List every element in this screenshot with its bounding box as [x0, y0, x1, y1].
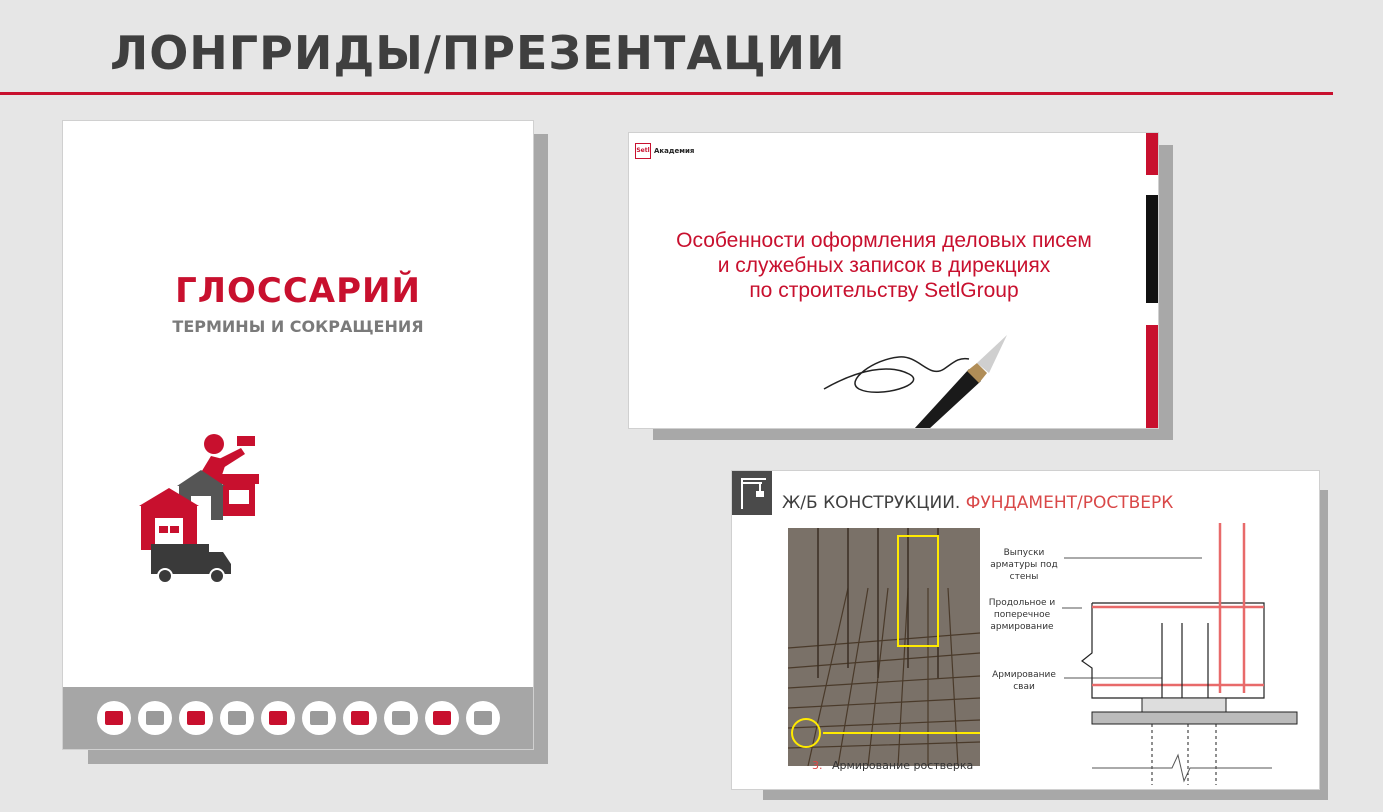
cart-icon — [425, 701, 459, 735]
black-bar — [1146, 195, 1158, 303]
container-icon — [261, 701, 295, 735]
glossary-icon-band — [63, 687, 533, 749]
red-bar-top — [1146, 133, 1158, 175]
red-warehouse-box-2 — [170, 526, 179, 533]
courier-icon — [179, 701, 213, 735]
glossary-title: ГЛОССАРИЙ — [175, 271, 421, 311]
pile-cap — [1142, 698, 1226, 712]
letters-title-line-2: и служебных записок в дирекциях — [717, 254, 1051, 277]
letters-presentation-thumbnail[interactable] — [628, 132, 1159, 429]
store-window — [229, 490, 249, 504]
academy-logo-text: Академия — [654, 147, 695, 155]
handshake-icon — [302, 701, 336, 735]
rebar-photo — [788, 528, 980, 766]
ground-line — [1092, 755, 1272, 781]
courier-head — [204, 434, 224, 454]
letters-title-line-3: по строительству SetlGroup — [749, 279, 1019, 302]
truck-wheel-rear — [158, 569, 172, 583]
store-awning — [219, 474, 259, 484]
label-reinforcement: Продольное и поперечное армирование — [988, 598, 1056, 632]
pen-signature-image — [819, 329, 1019, 429]
truck-wheel-front — [210, 569, 224, 583]
foundation-title-accent: ФУНДАМЕНТ/РОСТВЕРК — [965, 493, 1174, 513]
red-warehouse-box-1 — [159, 526, 168, 533]
caption-number: 3. — [812, 759, 823, 772]
letters-title — [649, 228, 1119, 303]
foundation-title-main: Ж/Б КОНСТРУКЦИИ. — [782, 493, 961, 513]
rebar-lines — [1092, 523, 1264, 693]
letters-title-line-1: Особенности оформления деловых писем — [676, 229, 1092, 252]
crane-icon — [732, 471, 772, 515]
caption-text: Армирование ростверка — [832, 759, 974, 772]
glossary-subtitle: ТЕРМИНЫ И СОКРАЩЕНИЯ — [172, 317, 424, 336]
foundation-slide-thumbnail[interactable] — [731, 470, 1320, 790]
truck-cargo — [151, 544, 209, 574]
boxes-icon — [138, 701, 172, 735]
pen-barrel — [914, 369, 981, 429]
signature-stroke — [824, 357, 969, 392]
pen-nib — [977, 335, 1007, 373]
foundation-title — [782, 493, 1173, 513]
foundation-diagram — [982, 523, 1312, 785]
glossary-thumbnail[interactable] — [62, 120, 534, 750]
courier-arm — [217, 448, 245, 468]
title-rule — [0, 92, 1333, 95]
red-bar-bottom — [1146, 325, 1158, 429]
loader-icon — [466, 701, 500, 735]
foundation-caption — [812, 759, 973, 772]
pile-lines — [1162, 623, 1208, 698]
logistics-illustration — [99, 426, 259, 586]
pile-dashes — [1152, 724, 1216, 785]
store-icon — [384, 701, 418, 735]
label-rebar-walls: Выпуски арматуры под стены — [990, 548, 1058, 582]
warehouse-icon — [220, 701, 254, 735]
setl-academy-logo — [635, 143, 694, 159]
page-title: ЛОНГРИДЫ/ПРЕЗЕНТАЦИИ — [110, 26, 846, 80]
label-piles: Армирование сваи — [992, 670, 1056, 692]
shop-icon — [97, 701, 131, 735]
hatched-base — [1092, 712, 1297, 724]
forklift-icon — [343, 701, 377, 735]
courier-parcel — [237, 436, 255, 446]
setl-logo-mark: Setl — [635, 143, 651, 159]
